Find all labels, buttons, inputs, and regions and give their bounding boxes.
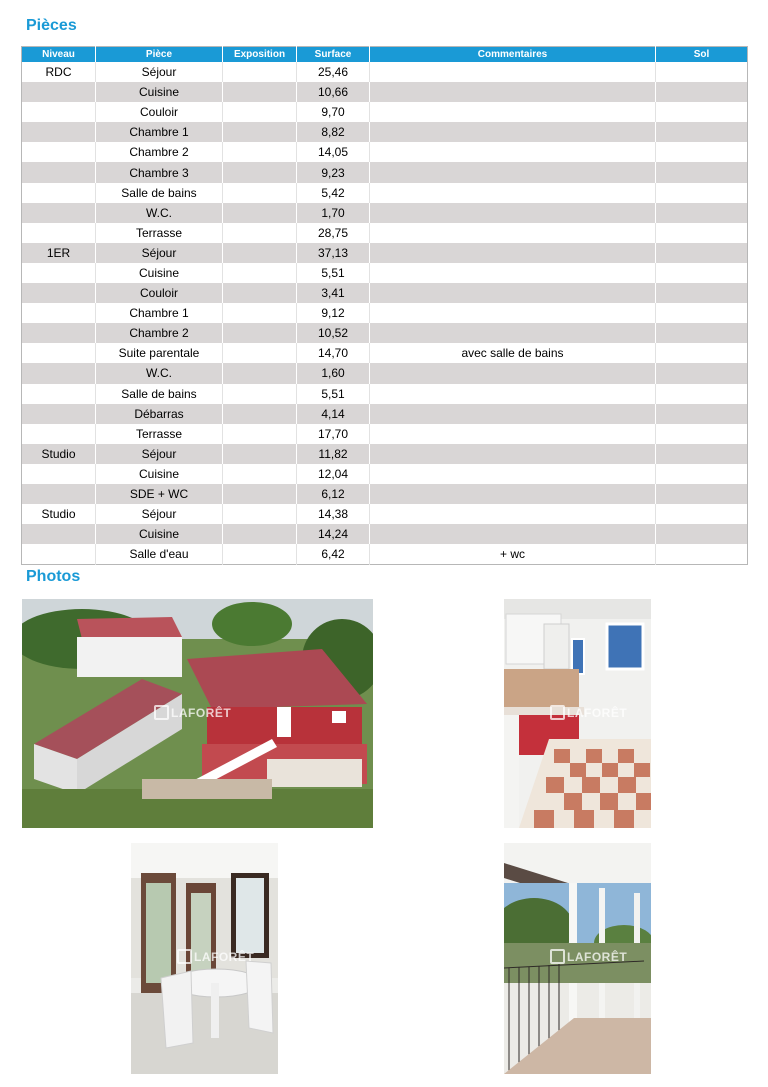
header-sol: Sol [656, 47, 748, 63]
header-exposition: Exposition [223, 47, 297, 63]
cell-exposition [223, 162, 297, 182]
cell-piece: Salle d'eau [96, 544, 223, 565]
cell-commentaires [370, 283, 656, 303]
photo-dining-room [131, 843, 278, 1074]
photo-terrace [504, 843, 651, 1074]
cell-surface: 1,70 [297, 203, 370, 223]
cell-surface: 3,41 [297, 283, 370, 303]
table-row [22, 464, 748, 484]
table-row [22, 243, 748, 263]
header-piece: Pièce [96, 47, 223, 63]
cell-surface: 8,82 [297, 122, 370, 142]
cell-surface: 5,42 [297, 183, 370, 203]
cell-commentaires [370, 62, 656, 82]
cell-sol [656, 102, 748, 122]
cell-exposition [223, 243, 297, 263]
cell-niveau [22, 223, 96, 243]
table-row [22, 122, 748, 142]
cell-exposition [223, 323, 297, 343]
cell-piece: W.C. [96, 363, 223, 383]
table-row [22, 283, 748, 303]
cell-surface: 1,60 [297, 363, 370, 383]
photo-kitchen [504, 599, 651, 828]
cell-exposition [223, 142, 297, 162]
cell-surface: 37,13 [297, 243, 370, 263]
cell-commentaires [370, 524, 656, 544]
table-row [22, 424, 748, 444]
cell-piece: Séjour [96, 62, 223, 82]
cell-exposition [223, 82, 297, 102]
cell-niveau [22, 384, 96, 404]
header-niveau: Niveau [22, 47, 96, 63]
cell-surface: 12,04 [297, 464, 370, 484]
table-row [22, 203, 748, 223]
table-row [22, 404, 748, 424]
cell-piece: Terrasse [96, 223, 223, 243]
cell-piece: Suite parentale [96, 343, 223, 363]
cell-commentaires [370, 142, 656, 162]
cell-surface: 14,05 [297, 142, 370, 162]
cell-piece: Salle de bains [96, 183, 223, 203]
cell-sol [656, 122, 748, 142]
cell-surface: 17,70 [297, 424, 370, 444]
table-row [22, 323, 748, 343]
cell-piece: Séjour [96, 504, 223, 524]
cell-exposition [223, 444, 297, 464]
header-surface: Surface [297, 47, 370, 63]
rooms-table [21, 46, 748, 565]
watermark-logo: LAFORÊT [550, 949, 627, 964]
cell-sol [656, 343, 748, 363]
cell-surface: 10,66 [297, 82, 370, 102]
table-row [22, 102, 748, 122]
cell-commentaires [370, 162, 656, 182]
cell-exposition [223, 363, 297, 383]
cell-commentaires [370, 243, 656, 263]
cell-piece: Cuisine [96, 263, 223, 283]
table-row [22, 384, 748, 404]
cell-sol [656, 62, 748, 82]
cell-exposition [223, 283, 297, 303]
cell-surface: 9,23 [297, 162, 370, 182]
table-row [22, 263, 748, 283]
table-row [22, 303, 748, 323]
cell-sol [656, 484, 748, 504]
cell-commentaires [370, 102, 656, 122]
cell-commentaires [370, 122, 656, 142]
cell-commentaires [370, 444, 656, 464]
cell-commentaires [370, 203, 656, 223]
cell-niveau [22, 303, 96, 323]
cell-niveau [22, 283, 96, 303]
cell-commentaires [370, 424, 656, 444]
cell-exposition [223, 544, 297, 565]
cell-niveau [22, 343, 96, 363]
cell-sol [656, 303, 748, 323]
watermark-logo: LAFORÊT [154, 705, 231, 720]
cell-surface: 14,24 [297, 524, 370, 544]
cell-sol [656, 223, 748, 243]
cell-surface: 25,46 [297, 62, 370, 82]
cell-commentaires [370, 404, 656, 424]
cell-sol [656, 504, 748, 524]
watermark-logo: LAFORÊT [550, 705, 627, 720]
cell-surface: 6,12 [297, 484, 370, 504]
cell-exposition [223, 223, 297, 243]
header-commentaires: Commentaires [370, 47, 656, 63]
cell-commentaires [370, 82, 656, 102]
cell-exposition [223, 504, 297, 524]
cell-commentaires [370, 263, 656, 283]
table-row [22, 484, 748, 504]
cell-commentaires [370, 363, 656, 383]
cell-niveau: 1ER [22, 243, 96, 263]
table-header-row [22, 47, 748, 63]
cell-exposition [223, 424, 297, 444]
cell-piece: Terrasse [96, 424, 223, 444]
cell-niveau [22, 263, 96, 283]
cell-exposition [223, 263, 297, 283]
cell-commentaires [370, 183, 656, 203]
table-row [22, 504, 748, 524]
cell-commentaires [370, 303, 656, 323]
cell-piece: Séjour [96, 243, 223, 263]
cell-piece: Chambre 3 [96, 162, 223, 182]
cell-exposition [223, 183, 297, 203]
cell-exposition [223, 404, 297, 424]
cell-piece: Chambre 2 [96, 142, 223, 162]
cell-exposition [223, 384, 297, 404]
cell-sol [656, 384, 748, 404]
table-row [22, 142, 748, 162]
watermark-logo: LAFORÊT [177, 949, 254, 964]
cell-piece: Cuisine [96, 82, 223, 102]
cell-niveau [22, 82, 96, 102]
cell-surface: 9,70 [297, 102, 370, 122]
cell-exposition [223, 343, 297, 363]
cell-sol [656, 444, 748, 464]
cell-piece: SDE + WC [96, 484, 223, 504]
cell-sol [656, 464, 748, 484]
cell-exposition [223, 464, 297, 484]
cell-piece: Chambre 1 [96, 303, 223, 323]
cell-surface: 4,14 [297, 404, 370, 424]
cell-surface: 6,42 [297, 544, 370, 565]
cell-piece: Séjour [96, 444, 223, 464]
table-row [22, 544, 748, 565]
cell-niveau: RDC [22, 62, 96, 82]
cell-sol [656, 263, 748, 283]
cell-niveau [22, 203, 96, 223]
rooms-table-body [22, 62, 748, 565]
cell-niveau: Studio [22, 504, 96, 524]
cell-sol [656, 162, 748, 182]
cell-piece: Couloir [96, 102, 223, 122]
cell-niveau [22, 404, 96, 424]
cell-niveau [22, 363, 96, 383]
cell-niveau [22, 464, 96, 484]
cell-piece: Couloir [96, 283, 223, 303]
cell-commentaires [370, 484, 656, 504]
cell-niveau [22, 162, 96, 182]
table-row [22, 444, 748, 464]
photos-section-title: Photos [26, 568, 81, 585]
cell-sol [656, 363, 748, 383]
rooms-section-title: Pièces [26, 17, 77, 34]
cell-sol [656, 544, 748, 565]
cell-niveau [22, 142, 96, 162]
cell-exposition [223, 203, 297, 223]
cell-exposition [223, 102, 297, 122]
cell-surface: 5,51 [297, 263, 370, 283]
cell-niveau [22, 524, 96, 544]
cell-sol [656, 424, 748, 444]
table-row [22, 223, 748, 243]
cell-surface: 14,38 [297, 504, 370, 524]
table-row [22, 524, 748, 544]
photo-house-exterior [22, 599, 373, 828]
cell-surface: 28,75 [297, 223, 370, 243]
cell-sol [656, 243, 748, 263]
cell-surface: 11,82 [297, 444, 370, 464]
cell-exposition [223, 303, 297, 323]
table-row [22, 82, 748, 102]
cell-piece: W.C. [96, 203, 223, 223]
cell-niveau [22, 102, 96, 122]
cell-niveau [22, 183, 96, 203]
cell-commentaires: + wc [370, 544, 656, 565]
cell-sol [656, 82, 748, 102]
cell-sol [656, 203, 748, 223]
cell-sol [656, 142, 748, 162]
table-row [22, 343, 748, 363]
cell-exposition [223, 122, 297, 142]
cell-commentaires [370, 223, 656, 243]
cell-piece: Cuisine [96, 524, 223, 544]
cell-exposition [223, 62, 297, 82]
table-row [22, 183, 748, 203]
table-row [22, 363, 748, 383]
cell-niveau [22, 484, 96, 504]
cell-exposition [223, 484, 297, 504]
cell-exposition [223, 524, 297, 544]
cell-sol [656, 524, 748, 544]
cell-sol [656, 183, 748, 203]
cell-surface: 10,52 [297, 323, 370, 343]
cell-piece: Chambre 1 [96, 122, 223, 142]
cell-sol [656, 404, 748, 424]
cell-commentaires [370, 464, 656, 484]
cell-sol [656, 283, 748, 303]
cell-piece: Chambre 2 [96, 323, 223, 343]
cell-surface: 9,12 [297, 303, 370, 323]
cell-surface: 5,51 [297, 384, 370, 404]
table-row [22, 62, 748, 82]
cell-piece: Salle de bains [96, 384, 223, 404]
cell-piece: Débarras [96, 404, 223, 424]
cell-niveau: Studio [22, 444, 96, 464]
cell-commentaires: avec salle de bains [370, 343, 656, 363]
cell-commentaires [370, 323, 656, 343]
cell-niveau [22, 424, 96, 444]
cell-sol [656, 323, 748, 343]
cell-commentaires [370, 384, 656, 404]
cell-niveau [22, 122, 96, 142]
cell-commentaires [370, 504, 656, 524]
cell-niveau [22, 544, 96, 565]
cell-niveau [22, 323, 96, 343]
cell-surface: 14,70 [297, 343, 370, 363]
cell-piece: Cuisine [96, 464, 223, 484]
table-row [22, 162, 748, 182]
